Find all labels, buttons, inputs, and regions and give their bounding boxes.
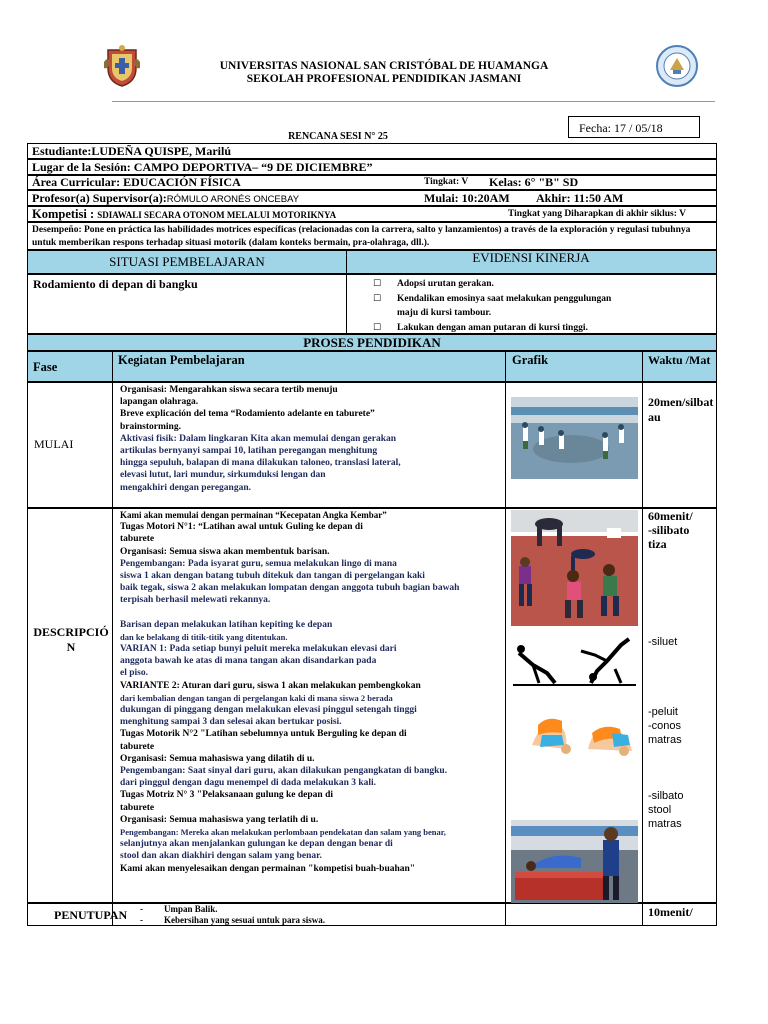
estudiante-text: Estudiante:LUDEÑA QUISPE, Marilú (32, 144, 232, 158)
material-stool-list: -silbato stool matras (648, 790, 684, 830)
evidensi-item: ☐ Kendalikan emosinya saat melakukan penggulungan (373, 292, 713, 307)
col-waktu: Waktu /Mat (648, 353, 711, 367)
fase-descripcion: DESCRIPCIÓN (33, 625, 109, 654)
photo-leapfrog-exercise (511, 510, 638, 626)
waktu-mulai: 20men/silbatau (648, 395, 714, 424)
illustration-forward-roll (528, 705, 638, 761)
akhir-time: Akhir: 11:50 AM (536, 191, 624, 205)
bullet-dash: - (140, 904, 143, 914)
university-name: UNIVERSITAS NASIONAL SAN CRISTÓBAL DE HUAMANGA (219, 60, 549, 72)
checkbox-bullet-icon: ☐ (373, 322, 382, 333)
mulai-row (27, 382, 717, 508)
evidensi-list (373, 277, 713, 335)
tingkat-text: Tingkat: V (424, 177, 469, 187)
school-name: SEKOLAH PROFESIONAL PENDIDIKAN JASMANI (246, 73, 522, 85)
descripcion-kegiatan: Kami akan memulai dengan permainan “Kecepatan Angka Kembar” Tugas Motori N°1: “Latihan awal untuk Guling ke depan di taburete Organisasi: Semua siswa akan membentuk barisan. Pengembangan: Pada isyarat guru, semua melakukan lingo di mana siswa 1 akan dengan batang tubuh ditekuk dan tangan di pergelangan kaki baik tegak, siswa 2 akan melakukan lompatan dengan anggota tubuh bagian bawah terpisah berhasil melewati rekannya. Barisan depan melakukan latihan kepiting ke depan dan ke belakang di titik-titik yang ditentukan. VARIAN 1: Pada setiap bunyi peluit mereka melakukan elevasi dari anggota bawah ke atas di mana tangan akan disandarkan pada el piso. VARIANTE 2: Aturan dari guru, siswa 1 akan melakukan pembengkokan dari kembalian dengan tangan di pergelangan kaki di mana siswa 2 berada dukungan di pinggang dengan melakukan elevasi pinggul setengah tinggi menghitung sampai 3 dan selesai akan bertukar posisi. Tugas Motorik N°2 "Latihan sebelumnya untuk Berguling ke depan di taburete Organisasi: Semua mahasiswa yang dilatih di u. Pengembangan: Saat sinyal dari guru, akan dilakukan pengangkatan di bangku. dari pinggul dengan dagu menempel di dada melakukan 3 kali. Tugas Motriz N° 3 "Pelaksanaan gulung ke depan di taburete Organisasi: Semua mahasiswa yang terlatih di u. Pengembangan: Mereka akan melakukan perlombaan pendekatan dan salam yang benar, selanjutnya akan menjalankan gulungan ke depan dengan benar di stool dan akan diakhiri dengan salam yang benar. Kami akan menyelesaikan dengan permainan "kompetisi buah-buahan" (120, 510, 460, 874)
area-row (27, 175, 717, 190)
silhouette-crab-exercise (511, 637, 638, 689)
header-title (0, 60, 768, 86)
mulai-time: Mulai: 10:20AM (424, 191, 510, 205)
evidensi-heading: EVIDENSI KINERJA (472, 250, 590, 265)
profesor-label: Profesor(a) Supervisor(a): (32, 191, 167, 205)
waktu-penutupan: 10menit/ (648, 905, 693, 919)
proses-heading: PROSES PENDIDIKAN (27, 334, 717, 351)
lugar-text: Lugar de la Sesión: CAMPO DEPORTIVA– “9 DE DICIEMBRE” (32, 160, 373, 174)
evidensi-item: ☐ Adopsi urutan gerakan. (373, 277, 713, 292)
situasi-topic: Rodamiento di depan di bangku (33, 277, 198, 291)
situasi-content-row (27, 274, 717, 334)
col-grafik: Grafik (512, 353, 549, 367)
fase-penutupan: PENUTUPAN (54, 908, 128, 922)
photo-warmup-circle (511, 397, 638, 479)
profesor-name: RÓMULO ARONÉS ONCEBAY (166, 194, 300, 205)
descripcion-row (27, 508, 717, 903)
proses-columns-row (27, 351, 717, 382)
kelas-text: Kelas: 6° "B" SD (489, 175, 579, 189)
profesor-row (27, 190, 717, 206)
area-text: Área Curricular: EDUCACIÓN FÍSICA (32, 175, 241, 189)
date-box: Fecha: 17 / 05/18 (568, 116, 700, 138)
situasi-heading: SITUASI PEMBELAJARAN (109, 254, 265, 269)
estudiante-row (27, 143, 717, 159)
mulai-kegiatan: Organisasi: Mengarahkan siswa secara tertib menuju lapangan olahraga. Breve explicación del tema “Rodamiento adelante en taburete” brainstorming. Aktivasi fisik: Dalam lingkaran Kita akan memulai dengan gerakan artikulas bernyanyi sampai 10, latihan peregangan menghitung hingga sepuluh, balapan di mana dilakukan taloneo, translasi lateral, elevasi lutut, lari mundur, sirkumduksi lengan dan mengakhiri dengan peregangan. (120, 385, 401, 493)
waktu-descripcion: 60menit/ -silibato tiza (648, 509, 693, 551)
col-fase: Fase (33, 360, 58, 374)
material-peluit-list: -peluit -conos matras (648, 706, 682, 746)
desempeno-text: Desempeño: Pone en práctica las habilidades motrices específicas (relacionadas con la carrera, salto y lanzamientos) a través de la exploración y regulasi tubuhnya untuk memberikan respons terhadap situasi motorik (dalam konteks bermain, pra-olahraga, dll.). (32, 225, 691, 248)
penutupan-kegiatan: - Umpan Balik. - Kebersihan yang sesuai untuk para siswa. (140, 904, 326, 925)
lugar-row (27, 159, 717, 175)
header-divider (112, 101, 715, 102)
material-siluet: -siluet (648, 636, 678, 648)
kompetisi-row (27, 206, 717, 222)
evidensi-item: ☐ Lakukan dengan aman putaran di kursi tinggi. (373, 321, 713, 336)
photo-stool-roll (511, 820, 638, 903)
col-kegiatan: Kegiatan Pembelajaran (118, 353, 245, 367)
situasi-header-row (27, 250, 717, 274)
desempeno-row (27, 222, 717, 250)
checkbox-bullet-icon: ☐ (373, 293, 382, 304)
bullet-dash: - (140, 914, 143, 925)
penutupan-row (27, 903, 717, 926)
tingkat-akhir-text: Tingkat yang Diharapkan di akhir siklus: V (508, 209, 686, 219)
checkbox-bullet-icon: ☐ (373, 279, 382, 289)
session-title: RENCANA SESI N° 25 (288, 131, 388, 142)
kompetisi-label: Kompetisi : (32, 207, 95, 221)
fase-mulai: MULAI (34, 437, 74, 451)
kompetisi-value: SDIAWALI SECARA OTONOM MELALUI MOTORIKNYA (97, 210, 337, 220)
evidensi-item-continued: maju di kursi tambour. (397, 308, 492, 318)
